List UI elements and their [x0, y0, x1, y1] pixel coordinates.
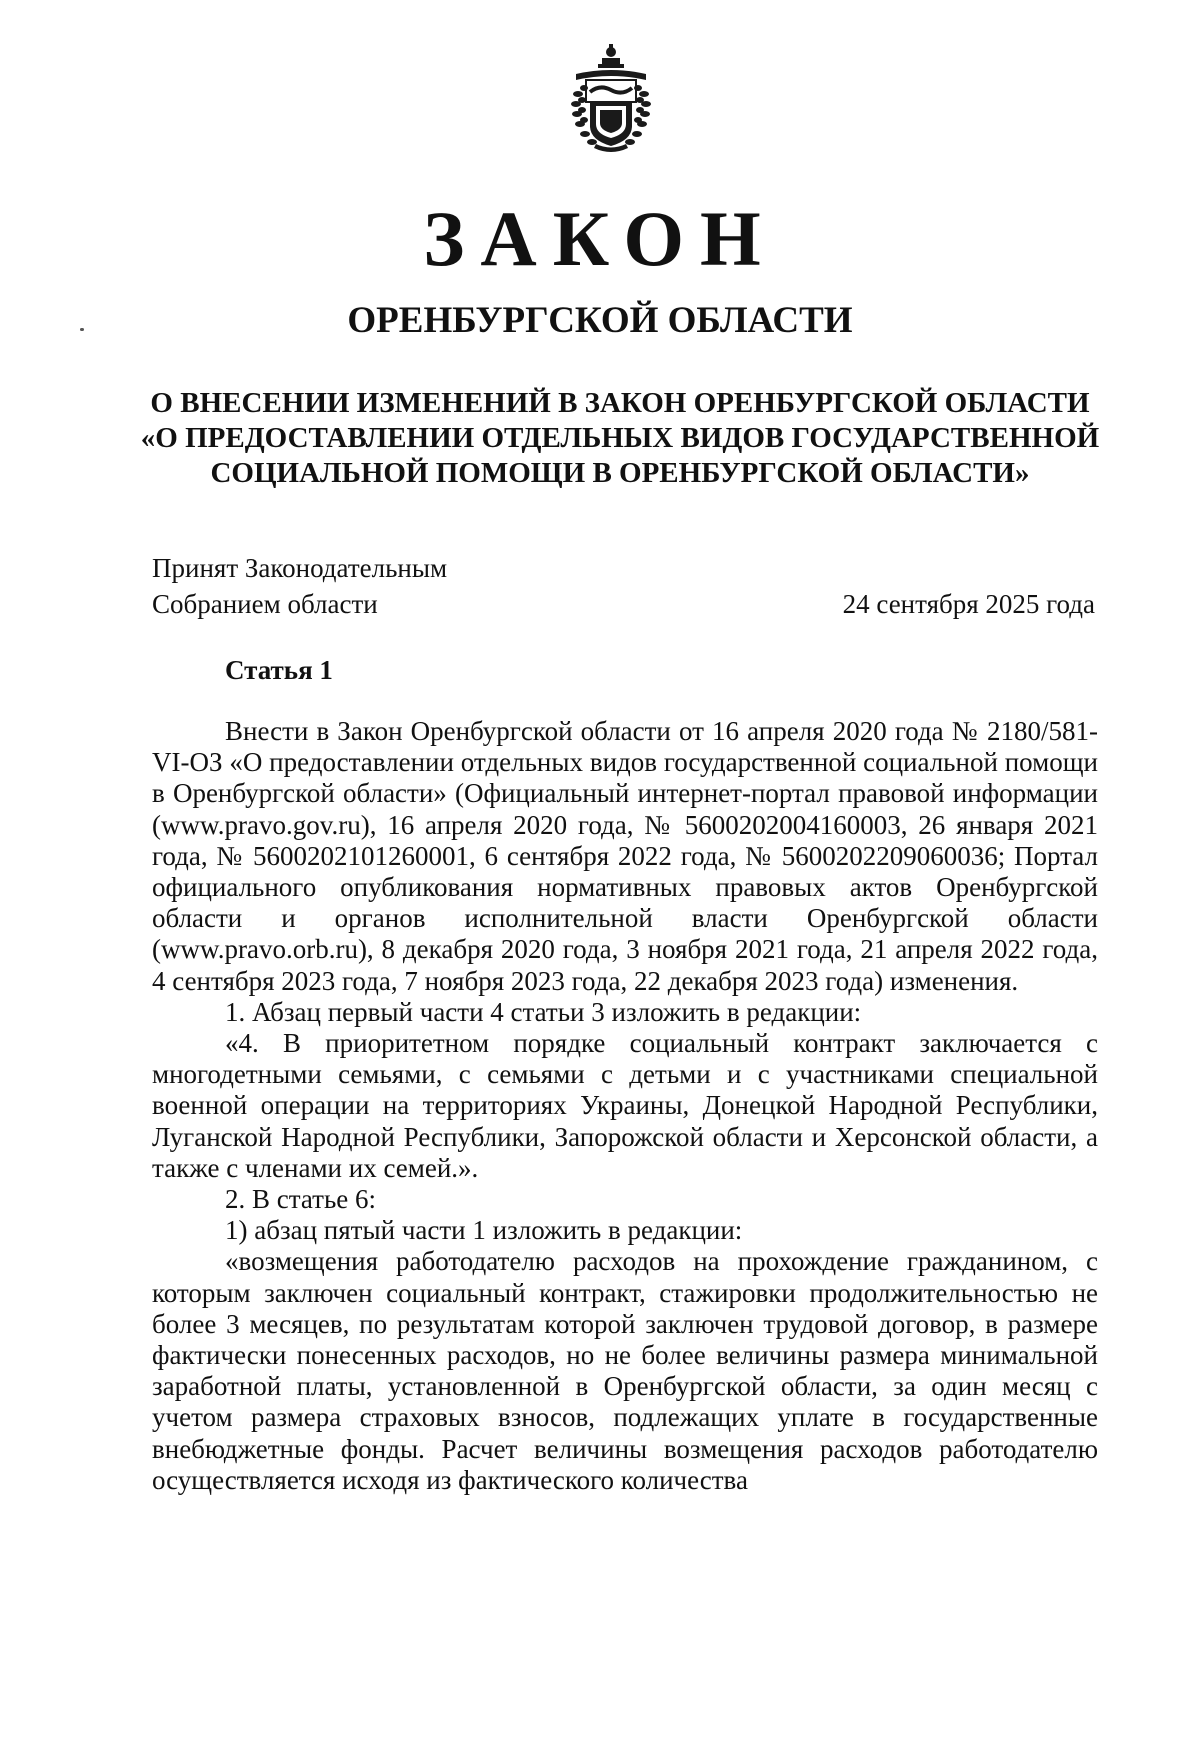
- law-subject: [140, 386, 1100, 491]
- article-paragraph: «4. В приоритетном порядке социальный контракт заключается с многодетными семьями, с семьями с детьми и с участниками специальной военной операции на территориях Украины, Донецкой Народной Республики, Луганской Народной Республики, Запорожской области и Херсонской области, а также с членами их семей.».: [152, 1028, 1098, 1183]
- adoption-date: 24 сентября 2025 года: [842, 589, 1095, 619]
- law-title: ЗАКОН: [423, 195, 777, 282]
- law-subject-line: «О ПРЕДОСТАВЛЕНИИ ОТДЕЛЬНЫХ ВИДОВ ГОСУДАРСТВЕННОЙ: [140, 422, 1100, 454]
- article-paragraph: 1) абзац пятый части 1 изложить в редакции:: [225, 1215, 743, 1246]
- adoption-line: Собранием области: [152, 589, 378, 619]
- law-subject-line: СОЦИАЛЬНОЙ ПОМОЩИ В ОРЕНБУРГСКОЙ ОБЛАСТИ»: [210, 457, 1030, 489]
- article-paragraph: Внести в Закон Оренбургской области от 16 апреля 2020 года № 2180/581-VI-ОЗ «О предоставлении отдельных видов государственной социальной помощи в Оренбургской области» (Официальный интернет-портал правовой информации (www.pravo.gov.ru), 16 апреля 2020 года, № 5600202004160003, 26 января 2021 года, № 5600202101260001, 6 сентября 2022 года, № 5600202209060036; Портал официального опубликования нормативных правовых актов Оренбургской области и органов исполнительной власти Оренбургской области (www.pravo.orb.ru), 8 декабря 2020 года, 3 ноября 2021 года, 21 апреля 2022 года, 4 сентября 2023 года, 7 ноября 2023 года, 22 декабря 2023 года) изменения.: [152, 716, 1098, 996]
- article-body: [152, 716, 1098, 1496]
- article-paragraph: «возмещения работодателю расходов на прохождение гражданином, с которым заключен социальный контракт, стажировки продолжительностью не более 3 месяцев, по результатам которой заключен трудовой договор, в размере фактически понесенных расходов, но не более величины размера минимальной заработной платы, установленной в Оренбургской области, за один месяц с учетом размера страховых взносов, подлежащих уплате в государственные внебюджетные фонды. Расчет величины возмещения расходов работодателю осуществляется исходя из фактического количества: [152, 1246, 1098, 1495]
- law-subject-line: О ВНЕСЕНИИ ИЗМЕНЕНИЙ В ЗАКОН ОРЕНБУРГСКОЙ ОБЛАСТИ: [150, 387, 1090, 419]
- article-paragraph: 2. В статье 6:: [225, 1184, 377, 1215]
- region-title: ОРЕНБУРГСКОЙ ОБЛАСТИ: [347, 300, 853, 341]
- article-paragraph: 1. Абзац первый части 4 статьи 3 изложить в редакции:: [225, 996, 862, 1027]
- adoption-line: Принят Законодательным: [152, 553, 448, 583]
- article-heading: Статья 1: [225, 655, 333, 685]
- adoption-info: [152, 550, 447, 622]
- coat-of-arms-icon: [568, 44, 654, 156]
